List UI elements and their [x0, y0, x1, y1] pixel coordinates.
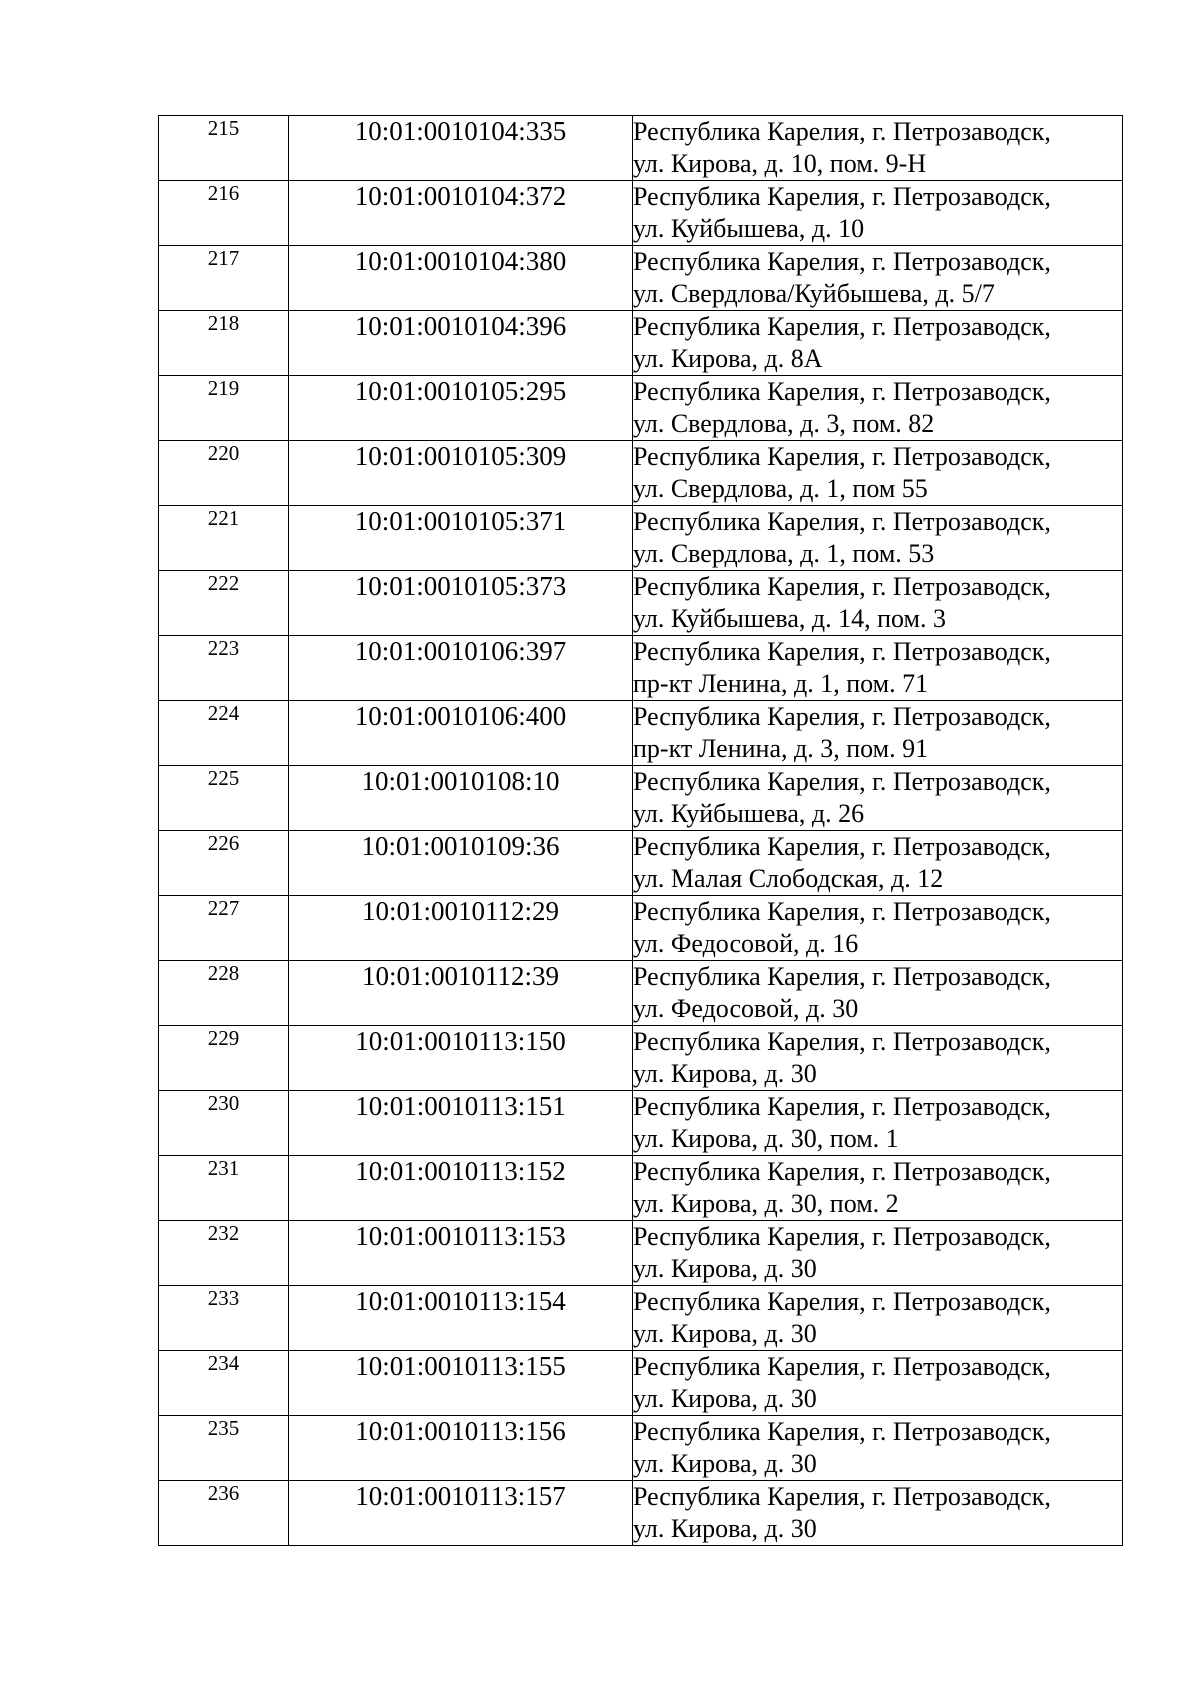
address-line-2: пр-кт Ленина, д. 1, пом. 71 [633, 669, 929, 698]
table-row [159, 116, 1123, 181]
cadastral-number: 10:01:0010113:156 [289, 1416, 633, 1481]
address-line-2: ул. Кирова, д. 30 [633, 1514, 817, 1543]
cadastral-number: 10:01:0010113:153 [289, 1221, 633, 1286]
address-line-1: Республика Карелия, г. Петрозаводск, [633, 1287, 1051, 1316]
table-row [159, 1481, 1123, 1546]
address-line-1: Республика Карелия, г. Петрозаводск, [633, 1092, 1051, 1121]
row-number: 229 [159, 1026, 289, 1091]
address-line-2: ул. Кирова, д. 8А [633, 344, 823, 373]
cadastral-number: 10:01:0010104:372 [289, 181, 633, 246]
address-cell [633, 311, 1123, 376]
address-line-2: ул. Кирова, д. 30, пом. 1 [633, 1124, 899, 1153]
address-line-2: ул. Свердлова/Куйбышева, д. 5/7 [633, 279, 995, 308]
table-row [159, 441, 1123, 506]
address-cell [633, 831, 1123, 896]
cadastral-number: 10:01:0010104:335 [289, 116, 633, 181]
address-cell [633, 766, 1123, 831]
row-number: 228 [159, 961, 289, 1026]
cadastral-number: 10:01:0010105:309 [289, 441, 633, 506]
address-cell [633, 571, 1123, 636]
address-line-2: ул. Свердлова, д. 1, пом 55 [633, 474, 928, 503]
address-line-1: Республика Карелия, г. Петрозаводск, [633, 702, 1051, 731]
address-cell [633, 116, 1123, 181]
row-number: 217 [159, 246, 289, 311]
property-table-body [159, 116, 1123, 1546]
table-row [159, 1156, 1123, 1221]
row-number: 226 [159, 831, 289, 896]
row-number: 234 [159, 1351, 289, 1416]
cadastral-number: 10:01:0010113:154 [289, 1286, 633, 1351]
row-number: 227 [159, 896, 289, 961]
address-line-1: Республика Карелия, г. Петрозаводск, [633, 312, 1051, 341]
row-number: 235 [159, 1416, 289, 1481]
table-row [159, 766, 1123, 831]
address-line-1: Республика Карелия, г. Петрозаводск, [633, 832, 1051, 861]
row-number: 223 [159, 636, 289, 701]
address-line-1: Республика Карелия, г. Петрозаводск, [633, 1027, 1051, 1056]
address-line-1: Республика Карелия, г. Петрозаводск, [633, 117, 1051, 146]
address-line-1: Республика Карелия, г. Петрозаводск, [633, 377, 1051, 406]
cadastral-number: 10:01:0010108:10 [289, 766, 633, 831]
table-row [159, 1091, 1123, 1156]
cadastral-number: 10:01:0010104:396 [289, 311, 633, 376]
cadastral-number: 10:01:0010112:39 [289, 961, 633, 1026]
table-row [159, 961, 1123, 1026]
row-number: 231 [159, 1156, 289, 1221]
address-cell [633, 1026, 1123, 1091]
table-row [159, 636, 1123, 701]
table-row [159, 1351, 1123, 1416]
cadastral-number: 10:01:0010106:397 [289, 636, 633, 701]
address-line-1: Республика Карелия, г. Петрозаводск, [633, 962, 1051, 991]
address-line-1: Республика Карелия, г. Петрозаводск, [633, 637, 1051, 666]
address-line-2: ул. Кирова, д. 30 [633, 1384, 817, 1413]
address-cell [633, 896, 1123, 961]
table-row [159, 181, 1123, 246]
address-cell [633, 506, 1123, 571]
cadastral-number: 10:01:0010112:29 [289, 896, 633, 961]
address-cell [633, 636, 1123, 701]
row-number: 219 [159, 376, 289, 441]
table-row [159, 376, 1123, 441]
address-line-1: Республика Карелия, г. Петрозаводск, [633, 572, 1051, 601]
row-number: 224 [159, 701, 289, 766]
address-line-2: ул. Малая Слободская, д. 12 [633, 864, 944, 893]
cadastral-number: 10:01:0010104:380 [289, 246, 633, 311]
address-cell [633, 961, 1123, 1026]
cadastral-number: 10:01:0010113:150 [289, 1026, 633, 1091]
address-line-2: ул. Куйбышева, д. 10 [633, 214, 865, 243]
address-line-2: ул. Свердлова, д. 1, пом. 53 [633, 539, 935, 568]
address-line-2: ул. Свердлова, д. 3, пом. 82 [633, 409, 935, 438]
address-line-1: Республика Карелия, г. Петрозаводск, [633, 1417, 1051, 1446]
address-cell [633, 441, 1123, 506]
property-table [158, 115, 1123, 1546]
row-number: 222 [159, 571, 289, 636]
table-row [159, 1286, 1123, 1351]
row-number: 218 [159, 311, 289, 376]
row-number: 236 [159, 1481, 289, 1546]
address-cell [633, 1351, 1123, 1416]
address-line-1: Республика Карелия, г. Петрозаводск, [633, 1352, 1051, 1381]
address-line-2: пр-кт Ленина, д. 3, пом. 91 [633, 734, 929, 763]
address-line-2: ул. Федосовой, д. 16 [633, 929, 859, 958]
address-line-1: Республика Карелия, г. Петрозаводск, [633, 1157, 1051, 1186]
cadastral-number: 10:01:0010105:371 [289, 506, 633, 571]
table-row [159, 246, 1123, 311]
address-cell [633, 376, 1123, 441]
address-cell [633, 1221, 1123, 1286]
table-row [159, 311, 1123, 376]
table-row [159, 506, 1123, 571]
row-number: 220 [159, 441, 289, 506]
cadastral-number: 10:01:0010109:36 [289, 831, 633, 896]
address-line-1: Республика Карелия, г. Петрозаводск, [633, 767, 1051, 796]
address-cell [633, 1156, 1123, 1221]
address-line-2: ул. Федосовой, д. 30 [633, 994, 859, 1023]
cadastral-number: 10:01:0010113:151 [289, 1091, 633, 1156]
table-row [159, 571, 1123, 636]
table-row [159, 831, 1123, 896]
row-number: 216 [159, 181, 289, 246]
cadastral-number: 10:01:0010113:157 [289, 1481, 633, 1546]
address-line-1: Республика Карелия, г. Петрозаводск, [633, 897, 1051, 926]
address-line-1: Республика Карелия, г. Петрозаводск, [633, 442, 1051, 471]
address-cell [633, 1416, 1123, 1481]
address-line-1: Республика Карелия, г. Петрозаводск, [633, 1222, 1051, 1251]
address-line-1: Республика Карелия, г. Петрозаводск, [633, 247, 1051, 276]
row-number: 225 [159, 766, 289, 831]
address-line-2: ул. Кирова, д. 30 [633, 1254, 817, 1283]
address-line-2: ул. Кирова, д. 30 [633, 1319, 817, 1348]
address-line-1: Республика Карелия, г. Петрозаводск, [633, 1482, 1051, 1511]
address-line-2: ул. Кирова, д. 30 [633, 1059, 817, 1088]
address-line-2: ул. Кирова, д. 30 [633, 1449, 817, 1478]
address-cell [633, 246, 1123, 311]
address-cell [633, 701, 1123, 766]
table-row [159, 1221, 1123, 1286]
address-line-1: Республика Карелия, г. Петрозаводск, [633, 507, 1051, 536]
row-number: 215 [159, 116, 289, 181]
address-line-2: ул. Кирова, д. 10, пом. 9-Н [633, 149, 927, 178]
address-cell [633, 1481, 1123, 1546]
cadastral-number: 10:01:0010106:400 [289, 701, 633, 766]
address-cell [633, 1091, 1123, 1156]
address-line-2: ул. Куйбышева, д. 26 [633, 799, 865, 828]
row-number: 221 [159, 506, 289, 571]
table-row [159, 896, 1123, 961]
row-number: 233 [159, 1286, 289, 1351]
address-line-1: Республика Карелия, г. Петрозаводск, [633, 182, 1051, 211]
address-cell [633, 181, 1123, 246]
row-number: 232 [159, 1221, 289, 1286]
table-row [159, 701, 1123, 766]
address-cell [633, 1286, 1123, 1351]
address-line-2: ул. Куйбышева, д. 14, пом. 3 [633, 604, 946, 633]
table-row [159, 1026, 1123, 1091]
table-row [159, 1416, 1123, 1481]
row-number: 230 [159, 1091, 289, 1156]
cadastral-number: 10:01:0010105:295 [289, 376, 633, 441]
address-line-2: ул. Кирова, д. 30, пом. 2 [633, 1189, 899, 1218]
cadastral-number: 10:01:0010105:373 [289, 571, 633, 636]
cadastral-number: 10:01:0010113:155 [289, 1351, 633, 1416]
cadastral-number: 10:01:0010113:152 [289, 1156, 633, 1221]
